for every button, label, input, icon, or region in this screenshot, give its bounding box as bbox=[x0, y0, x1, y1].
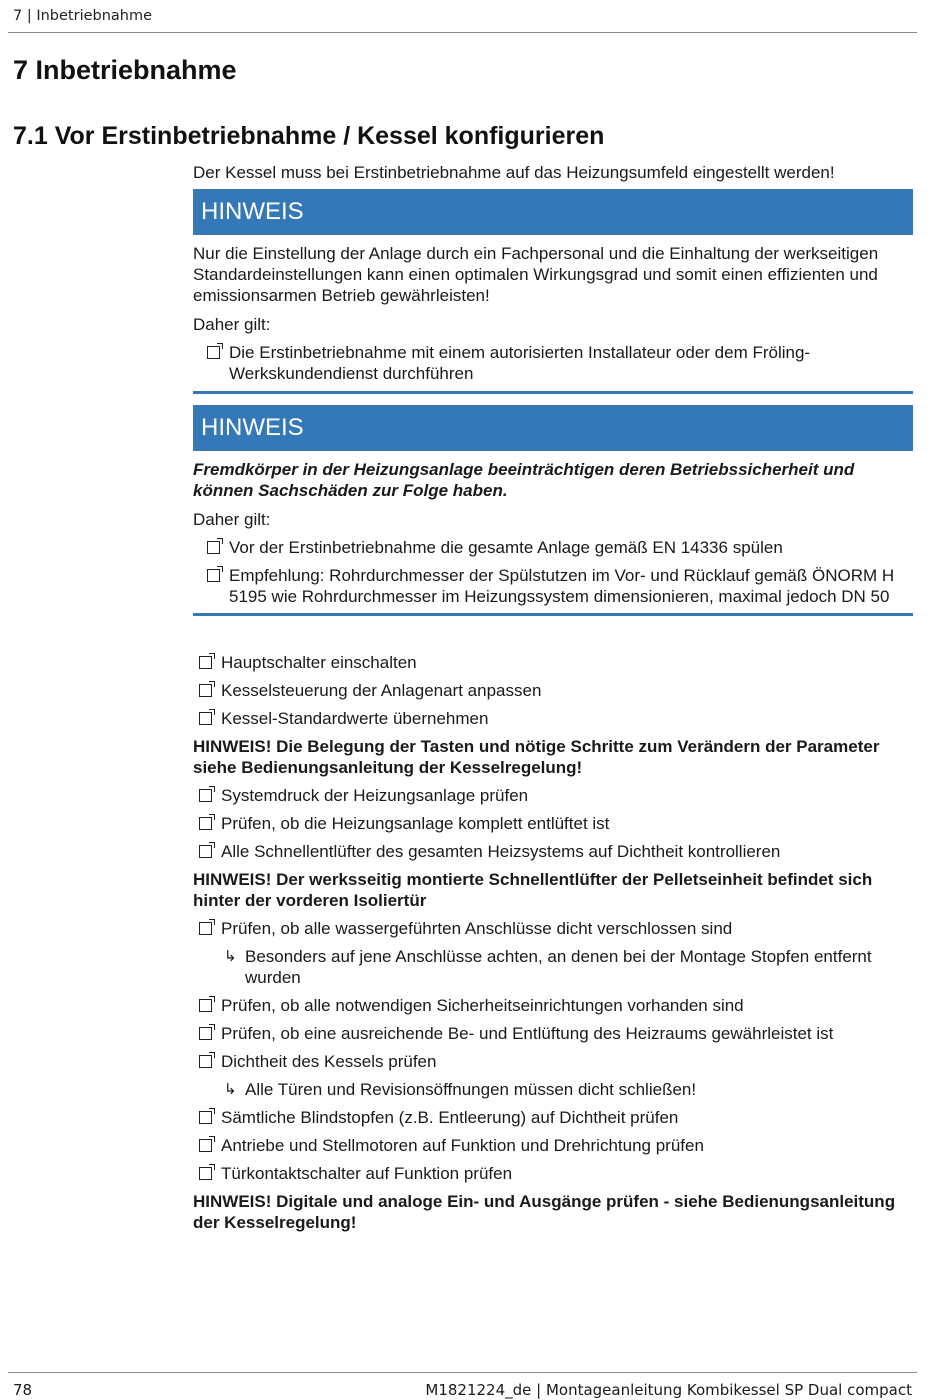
document-reference: M1821224_de | Montageanleitung Kombikessel SP Dual compact bbox=[425, 1381, 912, 1399]
checkbox-icon bbox=[207, 569, 220, 582]
hint-text: HINWEIS! Digitale und analoge Ein- und Ausgänge prüfen - siehe Bedienungsanleitung der Kesselregelung! bbox=[193, 1192, 896, 1232]
list-item: Alle Schnellentlüfter des gesamten Heizsystems auf Dichtheit kontrollieren bbox=[199, 841, 918, 862]
notice-text: Nur die Einstellung der Anlage durch ein Fachpersonal und die Einhaltung der werkseitigen Standardeinstellungen kann einen optimalen Wirkungsgrad und somit einen effizienten und emissionsarmen Betrieb gewährleisten! bbox=[193, 244, 879, 305]
checkbox-icon bbox=[199, 1139, 212, 1152]
notice-box-1 bbox=[193, 189, 913, 394]
result-item: ↳ Alle Türen und Revisionsöffnungen müssen dicht schließen! bbox=[224, 1080, 697, 1099]
notice-end-rule bbox=[193, 391, 913, 394]
checkbox-icon bbox=[199, 999, 212, 1012]
list-item: Hauptschalter einschalten bbox=[199, 652, 918, 673]
list-item: Die Erstinbetriebnahme mit einem autorisierten Installateur oder dem Fröling-Werkskundendienst durchführen bbox=[207, 342, 913, 384]
footer-rule bbox=[8, 1372, 917, 1373]
result-item: ↳ Besonders auf jene Anschlüsse achten, an denen bei der Montage Stopfen entfernt wurden bbox=[224, 947, 872, 987]
daher-gilt: Daher gilt: bbox=[193, 510, 271, 529]
notice-box-2 bbox=[193, 405, 913, 616]
list-item: Prüfen, ob alle wassergeführten Anschlüsse dicht verschlossen sind bbox=[199, 918, 918, 939]
checkbox-icon bbox=[199, 1111, 212, 1124]
list-item: Türkontaktschalter auf Funktion prüfen bbox=[199, 1163, 918, 1184]
result-arrow-icon: ↳ bbox=[224, 948, 237, 965]
intro-text: Der Kessel muss bei Erstinbetriebnahme auf das Heizungsumfeld eingestellt werden! bbox=[193, 163, 835, 182]
checkbox-icon bbox=[199, 712, 212, 725]
list-item: Kesselsteuerung der Anlagenart anpassen bbox=[199, 680, 918, 701]
header-rule bbox=[8, 32, 917, 33]
page-number: 78 bbox=[13, 1381, 33, 1399]
checkbox-icon bbox=[199, 845, 212, 858]
chapter-title: 7 Inbetriebnahme bbox=[13, 55, 237, 85]
notice-label: HINWEIS bbox=[193, 405, 913, 451]
running-head: 7 | Inbetriebnahme bbox=[13, 8, 153, 24]
list-item: Antriebe und Stellmotoren auf Funktion und Drehrichtung prüfen bbox=[199, 1135, 918, 1156]
checkbox-icon bbox=[199, 1167, 212, 1180]
notice-end-rule bbox=[193, 613, 913, 616]
notice-text: Fremdkörper in der Heizungsanlage beeinträchtigen deren Betriebssicherheit und können Sachschäden zur Folge haben. bbox=[193, 460, 855, 500]
checkbox-icon bbox=[199, 1027, 212, 1040]
list-item: Kessel-Standardwerte übernehmen bbox=[199, 708, 918, 729]
step-list bbox=[193, 652, 918, 1233]
list-item: Sämtliche Blindstopfen (z.B. Entleerung) auf Dichtheit prüfen bbox=[199, 1107, 918, 1128]
checkbox-icon bbox=[199, 1055, 212, 1068]
section-title: 7.1 Vor Erstinbetriebnahme / Kessel konfigurieren bbox=[13, 122, 605, 150]
list-item: Empfehlung: Rohrdurchmesser der Spülstutzen im Vor- und Rücklauf gemäß ÖNORM H 5195 wie Rohrdurchmesser im Heizungssystem dimensionieren, maximal jedoch DN 50 bbox=[207, 565, 913, 607]
checkbox-icon bbox=[199, 817, 212, 830]
list-item: Prüfen, ob die Heizungsanlage komplett entlüftet ist bbox=[199, 813, 918, 834]
checkbox-icon bbox=[207, 346, 220, 359]
hint-text: HINWEIS! Der werksseitig montierte Schnellentlüfter der Pelletseinheit befindet sich hinter der vorderen Isoliertür bbox=[193, 870, 873, 910]
checkbox-icon bbox=[199, 922, 212, 935]
list-item: Prüfen, ob alle notwendigen Sicherheitseinrichtungen vorhanden sind bbox=[199, 995, 918, 1016]
list-item: Systemdruck der Heizungsanlage prüfen bbox=[199, 785, 918, 806]
list-item: Prüfen, ob eine ausreichende Be- und Entlüftung des Heizraums gewährleistet ist bbox=[199, 1023, 918, 1044]
list-item: Dichtheit des Kessels prüfen bbox=[199, 1051, 918, 1072]
hint-text: HINWEIS! Die Belegung der Tasten und nötige Schritte zum Verändern der Parameter siehe Bedienungsanleitung der Kesselregelung! bbox=[193, 737, 880, 777]
checkbox-icon bbox=[199, 789, 212, 802]
checkbox-icon bbox=[199, 656, 212, 669]
daher-gilt: Daher gilt: bbox=[193, 315, 271, 334]
checkbox-icon bbox=[199, 684, 212, 697]
result-arrow-icon: ↳ bbox=[224, 1081, 237, 1098]
notice-label: HINWEIS bbox=[193, 189, 913, 235]
checkbox-icon bbox=[207, 541, 220, 554]
list-item: Vor der Erstinbetriebnahme die gesamte Anlage gemäß EN 14336 spülen bbox=[207, 537, 913, 558]
